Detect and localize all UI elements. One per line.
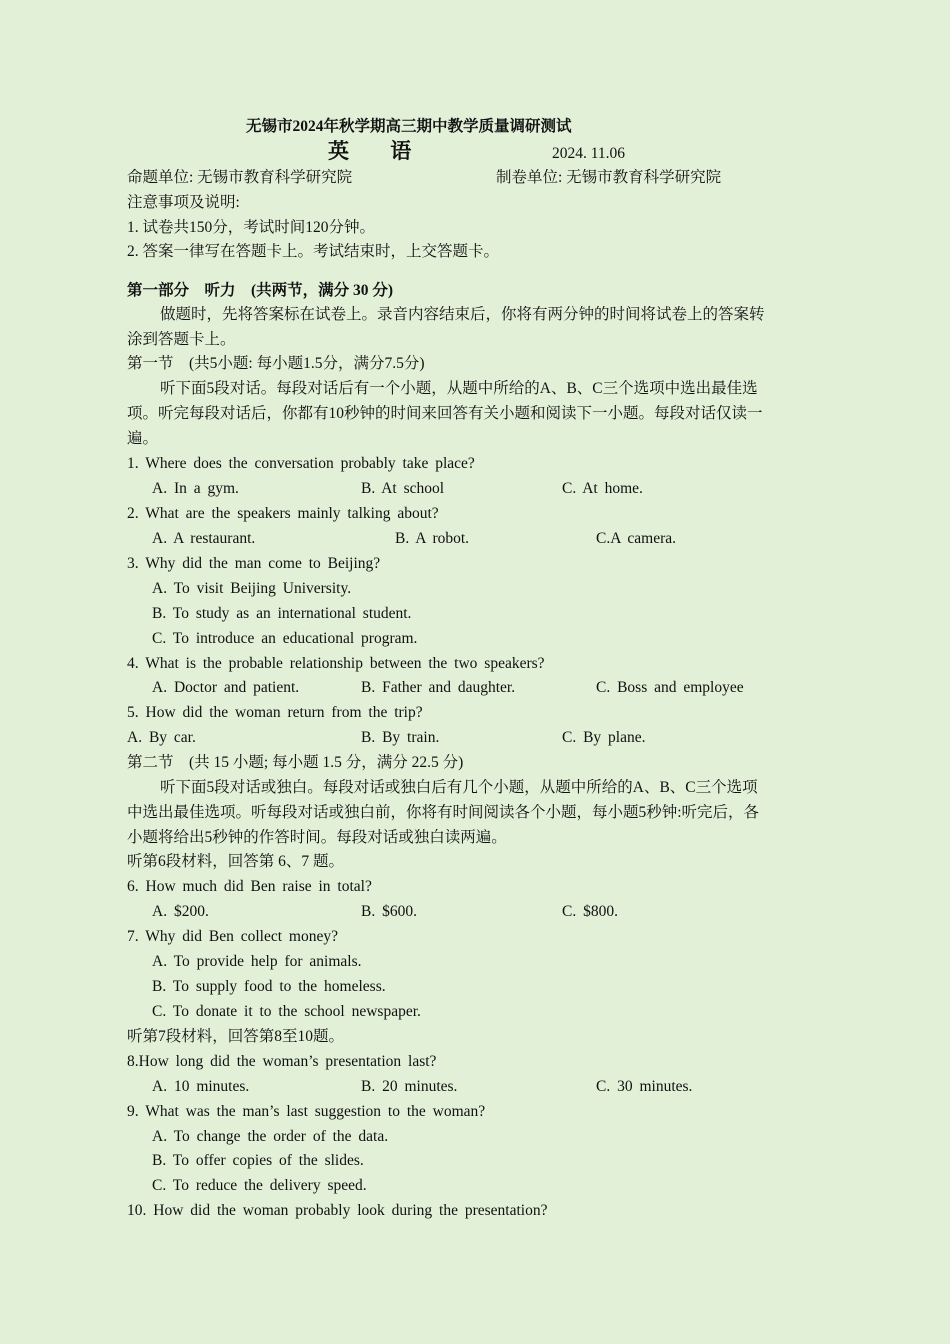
exam-title: 无锡市2024年秋学期高三期中教学质量调研测试 xyxy=(246,118,572,135)
question-text: 6. How much did Ben raise in total? xyxy=(127,878,372,895)
question-text: 5. How did the woman return from the trip? xyxy=(127,704,423,721)
setter-unit: 命题单位: 无锡市教育科学研究院 xyxy=(127,169,353,186)
option-a: A. To provide help for animals. xyxy=(152,953,362,970)
option-c: C. To introduce an educational program. xyxy=(152,630,418,647)
question-text: 2. What are the speakers mainly talking about? xyxy=(127,505,439,522)
option-c: C. $800. xyxy=(562,903,618,920)
option-b: B. Father and daughter. xyxy=(361,679,516,696)
part1-heading: 第一部分 听力 (共两节，满分 30 分) xyxy=(127,282,394,299)
section2-heading: 第二节 (共 15 小题; 每小题 1.5 分，满分 22.5 分) xyxy=(127,754,464,771)
option-a: A. A restaurant. xyxy=(152,530,256,547)
option-c: C.A camera. xyxy=(596,530,677,547)
material-heading: 听第7段材料，回答第8至10题。 xyxy=(127,1028,345,1045)
question-text: 4. What is the probable relationship between the two speakers? xyxy=(127,655,545,672)
question-text: 1. Where does the conversation probably take place? xyxy=(127,455,475,472)
part1-instructions: 做题时，先将答案标在试卷上。录音内容结束后，你将有两分钟的时间将试卷上的答案转 xyxy=(160,306,765,323)
section2-instructions: 听下面5段对话或独白。每段对话或独白后有几个小题，从题中所给的A、B、C三个选项 xyxy=(160,779,758,796)
option-b: B. To study as an international student. xyxy=(152,605,412,622)
note-item: 1. 试卷共150分，考试时间120分钟。 xyxy=(127,219,376,236)
option-b: B. To offer copies of the slides. xyxy=(152,1152,364,1169)
note-item: 2. 答案一律写在答题卡上。考试结束时，上交答题卡。 xyxy=(127,243,500,260)
option-b: B. A robot. xyxy=(395,530,470,547)
option-a: A. $200. xyxy=(152,903,209,920)
option-a: A. To change the order of the data. xyxy=(152,1128,389,1145)
part1-instructions: 涂到答题卡上。 xyxy=(127,331,236,348)
option-b: B. $600. xyxy=(361,903,417,920)
material-heading: 听第6段材料，回答第 6、7 题。 xyxy=(127,853,345,870)
question-text: 9. What was the man’s last suggestion to the woman? xyxy=(127,1103,486,1120)
option-a: A. 10 minutes. xyxy=(152,1078,250,1095)
section1-instructions: 项。听完每段对话后，你都有10秒钟的时间来回答有关小题和阅读下一小题。每段对话仅读一 xyxy=(127,405,763,422)
section2-instructions: 小题将给出5秒钟的作答时间。每段对话或独白读两遍。 xyxy=(127,829,507,846)
subject-title: 英 语 xyxy=(328,139,430,163)
option-c: C. At home. xyxy=(562,480,643,497)
question-text: 10. How did the woman probably look during the presentation? xyxy=(127,1202,548,1219)
question-text: 7. Why did Ben collect money? xyxy=(127,928,338,945)
option-a: A. In a gym. xyxy=(152,480,239,497)
option-a: A. By car. xyxy=(127,729,196,746)
producer-unit: 制卷单位: 无锡市教育科学研究院 xyxy=(496,169,722,186)
option-b: B. To supply food to the homeless. xyxy=(152,978,386,995)
section1-heading: 第一节 (共5小题: 每小题1.5分，满分7.5分) xyxy=(127,355,425,372)
option-b: B. At school xyxy=(361,480,445,497)
option-a: A. Doctor and patient. xyxy=(152,679,300,696)
section1-instructions: 听下面5段对话。每段对话后有一个小题，从题中所给的A、B、C三个选项中选出最佳选 xyxy=(160,380,758,397)
section1-instructions: 遍。 xyxy=(127,430,159,447)
section2-instructions: 中选出最佳选项。听每段对话或独白前，你将有时间阅读各个小题，每小题5秒钟:听完后，各 xyxy=(127,804,760,821)
exam-date: 2024. 11.06 xyxy=(552,145,626,162)
option-c: C. To reduce the delivery speed. xyxy=(152,1177,367,1194)
option-c: C. To donate it to the school newspaper. xyxy=(152,1003,421,1020)
option-c: C. Boss and employee xyxy=(596,679,744,696)
question-text: 3. Why did the man come to Beijing? xyxy=(127,555,381,572)
option-c: C. By plane. xyxy=(562,729,646,746)
option-a: A. To visit Beijing University. xyxy=(152,580,352,597)
option-b: B. By train. xyxy=(361,729,440,746)
question-text: 8.How long did the woman’s presentation last? xyxy=(127,1053,437,1070)
option-c: C. 30 minutes. xyxy=(596,1078,693,1095)
notes-heading: 注意事项及说明: xyxy=(127,194,240,211)
option-b: B. 20 minutes. xyxy=(361,1078,458,1095)
